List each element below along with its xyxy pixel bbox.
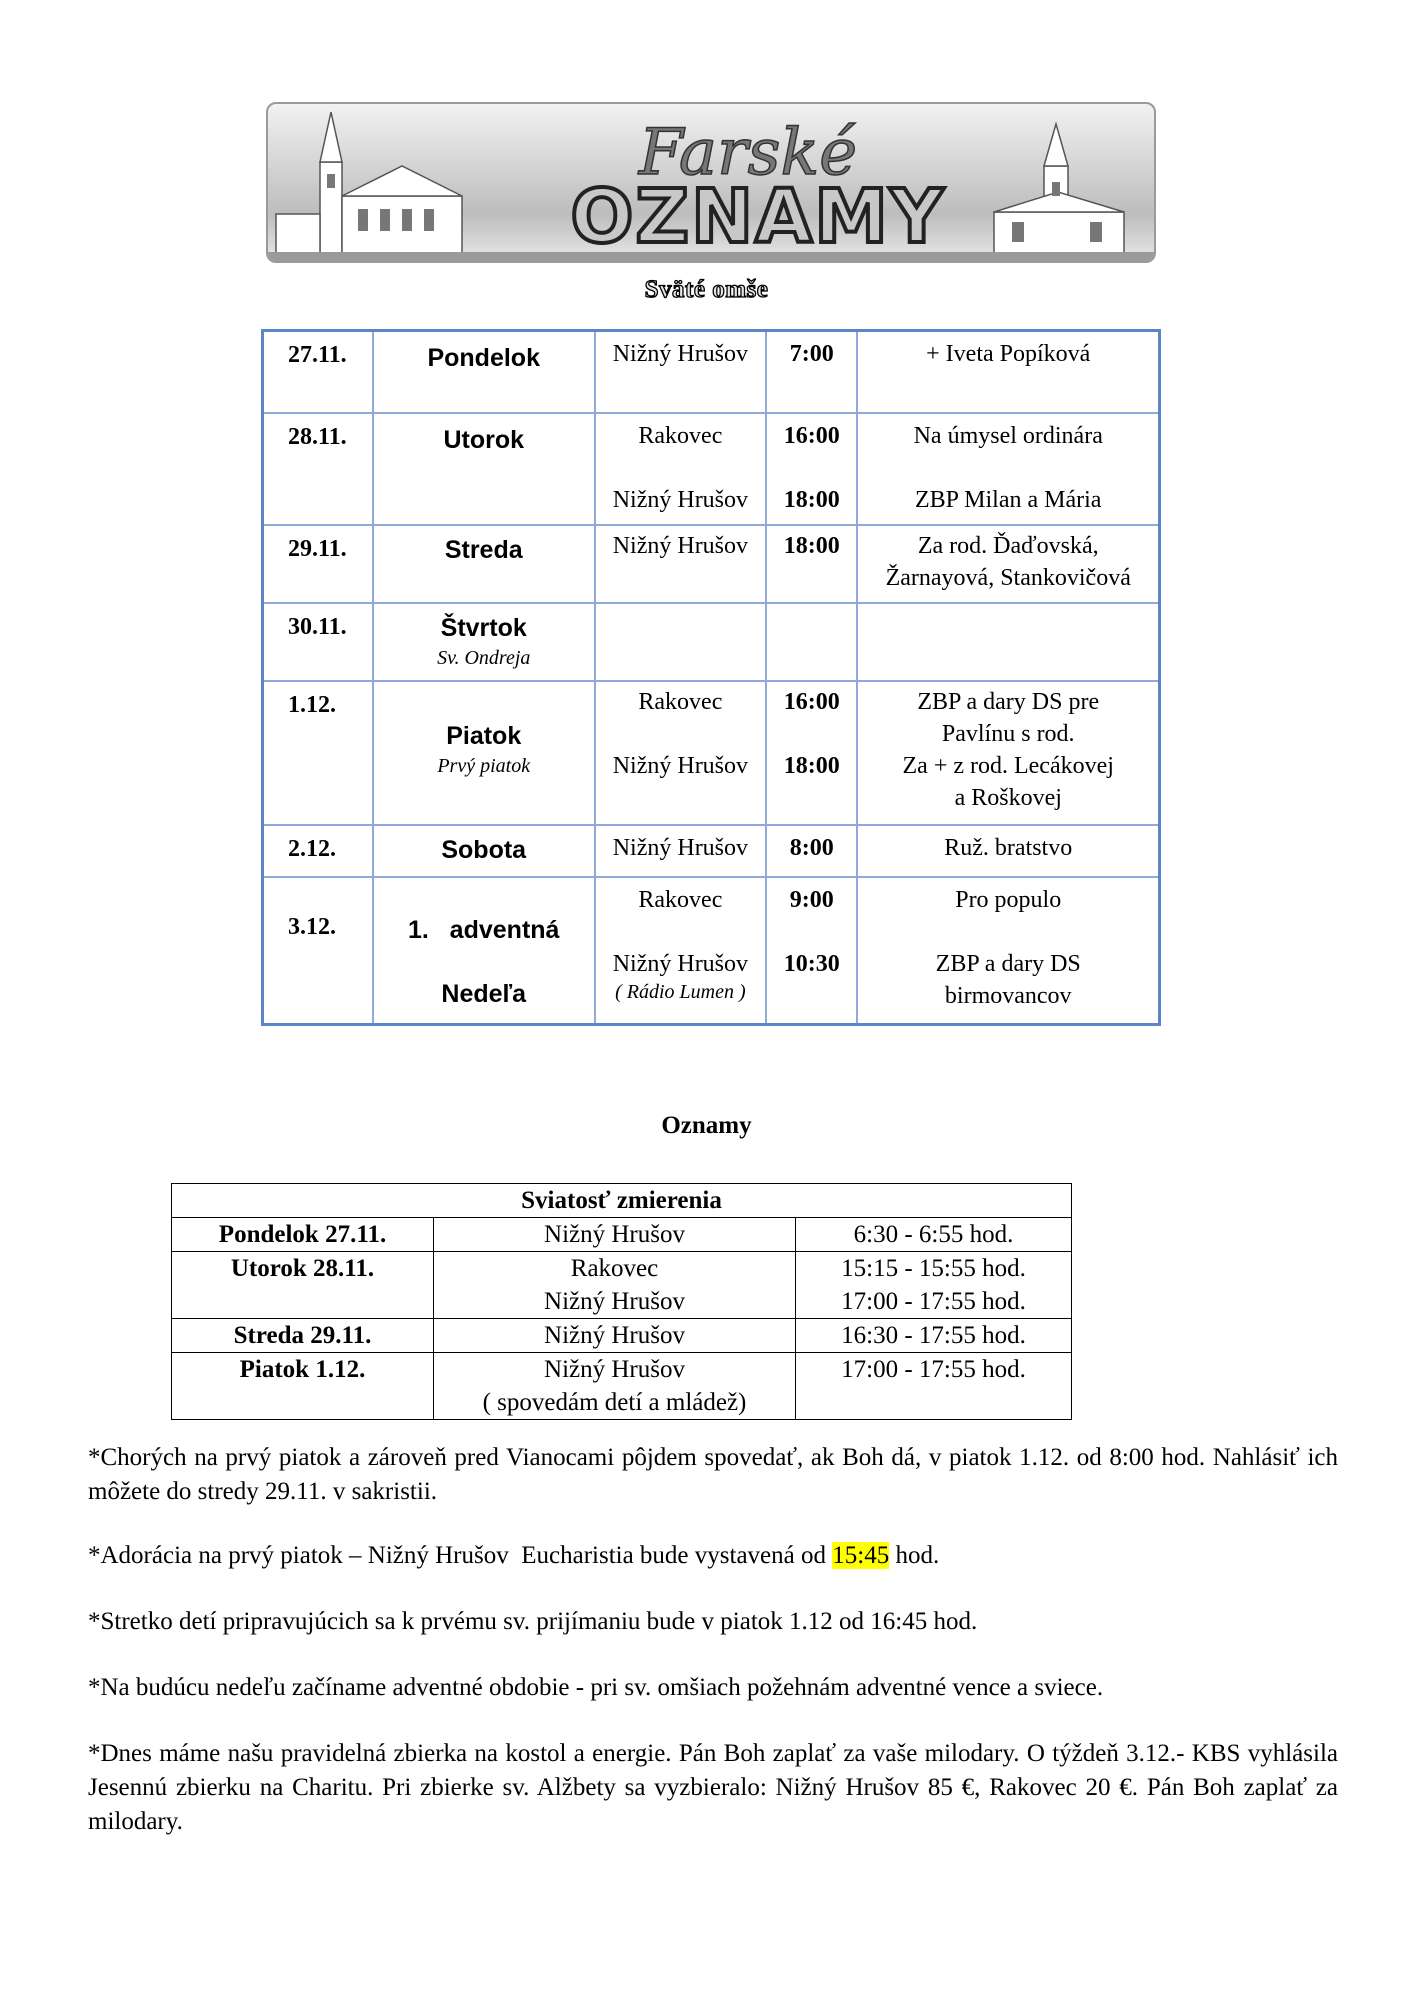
- announcements-title: Oznamy: [661, 1112, 752, 1139]
- date-cell: 30.11.: [263, 603, 373, 681]
- table-row: [263, 413, 1160, 525]
- confession-day: Utorok 28.11.: [172, 1252, 434, 1319]
- table-row: [263, 681, 1160, 825]
- church-illustration-icon: [268, 104, 1154, 261]
- intention: + Iveta Popíková: [926, 341, 1091, 367]
- date-cell: 28.11.: [263, 413, 373, 525]
- intention: Ruž. bratstvo: [944, 834, 1073, 861]
- day-name: Utorok: [443, 425, 524, 454]
- location: Nižný Hrušov: [612, 532, 749, 559]
- location: Rakovec: [638, 688, 723, 715]
- table-row: [263, 877, 1160, 1025]
- intention: birmovancov: [944, 982, 1072, 1009]
- table-row: [263, 825, 1160, 877]
- announcement-advent: *Na budúcu nedeľu začíname adventné obdobie - pri sv. omšiach požehnám adventné vence a sviece.: [88, 1674, 1104, 1701]
- date-cell: 1.12.: [263, 681, 373, 825]
- banner-script-text: Farské: [638, 116, 858, 190]
- time: 7:00: [789, 341, 834, 367]
- intention: Pavlínu s rod.: [941, 720, 1075, 747]
- announcement-sick-confession: *Chorých na prvý piatok a zároveň pred Vianocami pôjdem spovedať, ak Boh dá, v piatok 1.12. od 8:00 hod. Nahlásiť ich môžete do stredy 29.11. v sakristii.: [88, 1444, 1338, 1505]
- confession-time: 17:00 - 17:55 hod.: [841, 1288, 1026, 1315]
- adoration-text-end: hod.: [889, 1542, 940, 1569]
- intention: ZBP Milan a Mária: [915, 486, 1102, 513]
- location: Rakovec: [638, 886, 723, 913]
- confession-day: Pondelok 27.11.: [172, 1218, 434, 1252]
- confession-note: ( spovedám detí a mládež): [482, 1389, 747, 1416]
- broadcast-note: ( Rádio Lumen ): [615, 980, 746, 1003]
- confession-time: 16:30 - 17:55 hod.: [796, 1319, 1072, 1353]
- table-row: [263, 525, 1160, 603]
- location: Nižný Hrušov: [612, 341, 749, 367]
- confession-table: [171, 1183, 1072, 1420]
- time: 18:00: [783, 486, 840, 513]
- day-name: Štvrtok: [440, 613, 527, 642]
- confession-location: Nižný Hrušov: [544, 1356, 685, 1383]
- location: Nižný Hrušov: [612, 834, 749, 861]
- time: 10:30: [783, 950, 840, 977]
- location: Rakovec: [638, 422, 723, 449]
- intention: Za rod. Ďaďovská,: [917, 532, 1099, 559]
- location: Nižný Hrušov: [612, 752, 749, 779]
- table-row: [172, 1184, 1072, 1218]
- table-row: [172, 1319, 1072, 1353]
- date-cell: 2.12.: [263, 825, 373, 877]
- confession-location: Nižný Hrušov: [434, 1218, 796, 1252]
- confession-location: Nižný Hrušov: [544, 1288, 685, 1315]
- time: 9:00: [789, 886, 834, 913]
- day-name: 1. adventná: [408, 915, 560, 944]
- date-cell: 29.11.: [263, 525, 373, 603]
- day-subtitle: Sv. Ondreja: [437, 646, 531, 669]
- time: 16:00: [783, 422, 840, 449]
- intention: a Roškovej: [954, 784, 1062, 811]
- confession-location: Rakovec: [570, 1255, 659, 1282]
- intention: Na úmysel ordinára: [913, 422, 1103, 449]
- time: 16:00: [783, 688, 840, 715]
- day-name: Pondelok: [427, 344, 540, 372]
- intention: Pro populo: [955, 886, 1062, 913]
- location: Nižný Hrušov: [612, 950, 749, 977]
- confession-header: Sviatosť zmierenia: [172, 1184, 1072, 1218]
- confession-location: Nižný Hrušov: [434, 1319, 796, 1353]
- intention: Za + z rod. Lecákovej: [902, 752, 1114, 779]
- intention: Žarnayová, Stankovičová: [885, 564, 1131, 591]
- confession-day: Streda 29.11.: [172, 1319, 434, 1353]
- banner-title-text: OZNAMY: [570, 174, 946, 260]
- day-name: Streda: [444, 535, 523, 564]
- table-row: [263, 603, 1160, 681]
- announcement-collection: *Dnes máme našu pravidelná zbierka na kostol a energie. Pán Boh zaplať za vaše milodary. O týždeň 3.12.- KBS vyhlásila Jesennú zbierku na Charitu. Pri zbierke sv. Alžbety sa vyzbieralo: Nižný Hrušov 85 €, Rakovec 20 €. Pán Boh zaplať za milodary.: [88, 1740, 1338, 1835]
- announcement-adoration: [88, 1539, 1338, 1573]
- table-row: [263, 331, 1160, 413]
- table-row: [172, 1252, 1072, 1319]
- header-banner: [266, 102, 1156, 263]
- highlighted-time: 15:45: [832, 1542, 890, 1569]
- day-name: Sobota: [441, 835, 527, 864]
- day-name: Nedeľa: [441, 979, 527, 1008]
- intention: ZBP a dary DS pre: [917, 688, 1100, 715]
- location: Nižný Hrušov: [612, 486, 749, 513]
- date-cell: 3.12.: [263, 877, 373, 1025]
- time: 18:00: [783, 752, 840, 779]
- adoration-text: *Adorácia na prvý piatok – Nižný Hrušov Eucharistia bude vystavená od: [88, 1542, 833, 1569]
- announcement-first-communion: *Stretko detí pripravujúcich sa k prvému sv. prijímaniu bude v piatok 1.12 od 16:45 hod.: [88, 1608, 978, 1635]
- masses-title: Sväté omše: [644, 276, 769, 303]
- day-subtitle: Prvý piatok: [437, 754, 531, 777]
- date-cell: 27.11.: [263, 331, 373, 413]
- table-row: [172, 1353, 1072, 1420]
- confession-time: 15:15 - 15:55 hod.: [841, 1255, 1026, 1282]
- time: 8:00: [789, 834, 834, 861]
- confession-time: 17:00 - 17:55 hod.: [796, 1353, 1072, 1420]
- time: 18:00: [783, 532, 840, 559]
- mass-schedule-table: [261, 329, 1161, 1026]
- confession-day: Piatok 1.12.: [172, 1353, 434, 1420]
- day-name: Piatok: [446, 721, 522, 750]
- confession-time: 6:30 - 6:55 hod.: [796, 1218, 1072, 1252]
- intention: ZBP a dary DS: [935, 950, 1081, 977]
- table-row: [172, 1218, 1072, 1252]
